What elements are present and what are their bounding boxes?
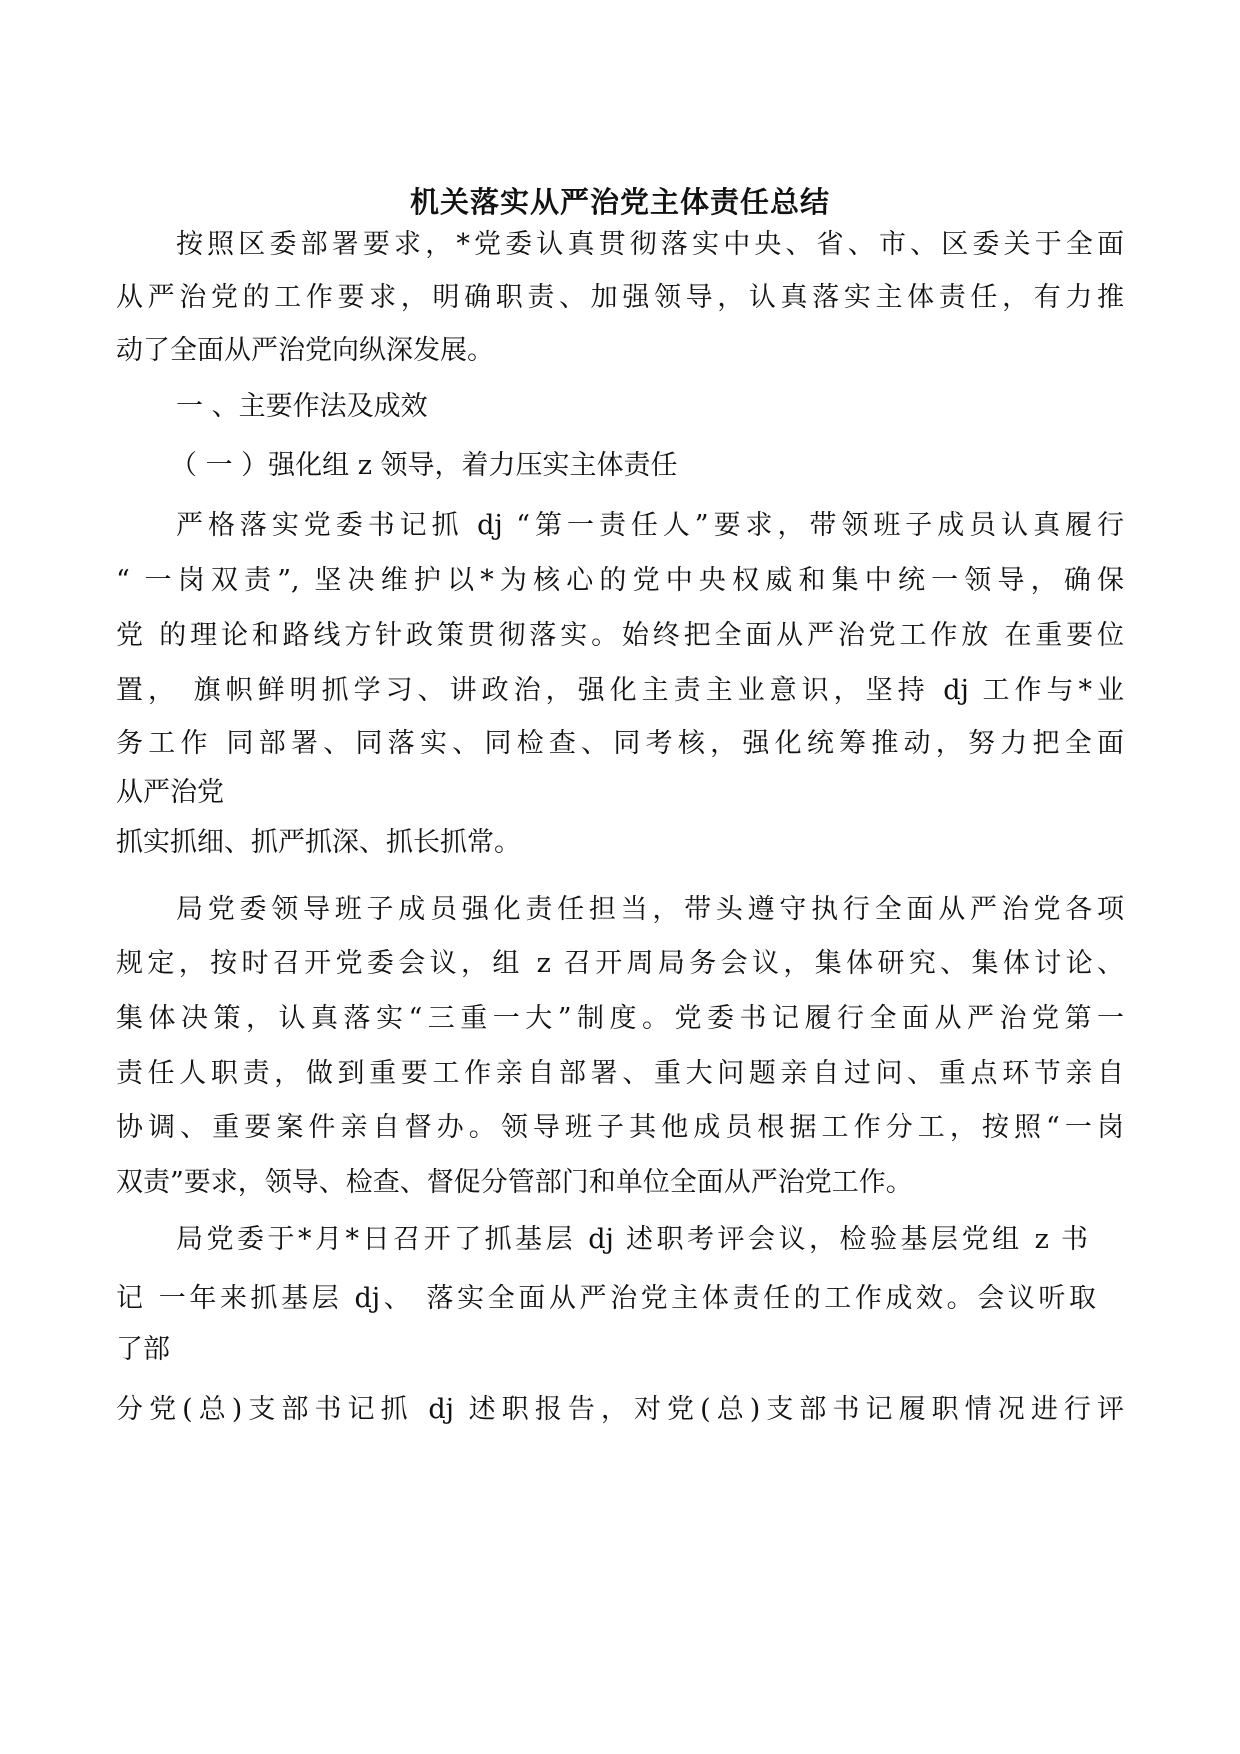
paragraph-line: 党 的理论和路线方针政策贯彻落实。始终把全面从严治党工作放 在重要位 (116, 620, 1124, 651)
section-heading: 一 、主要作法及成效 (176, 391, 428, 422)
paragraph-line: 了部 (116, 1334, 170, 1365)
paragraph-line: 双责”要求，领导、检查、督促分管部门和单位全面从严治党工作。 (116, 1167, 913, 1198)
paragraph-line: 记 一年来抓基层 dj、 落实全面从严治党主体责任的工作成效。会议听取 (116, 1283, 1096, 1314)
document-title: 机关落实从严治党主体责任总结 (409, 185, 830, 219)
paragraph-line: 按照区委部署要求，*党委认真贯彻落实中央、省、市、区委关于全面 (176, 229, 1124, 260)
paragraph-line: 动了全面从严治党向纵深发展。 (116, 335, 494, 366)
paragraph-line: “ 一岗双责”, 坚决维护以*为核心的党中央权威和集中统一领导，确保 (116, 565, 1124, 596)
paragraph-line: 局党委领导班子成员强化责任担当，带头遵守执行全面从严治党各项 (176, 894, 1124, 925)
subsection-heading: （ 一 ）强化组 z 领导，着力压实主体责任 (170, 450, 678, 481)
paragraph-line: 责任人职责，做到重要工作亲自部署、重大问题亲自过问、重点环节亲自 (116, 1058, 1124, 1089)
paragraph-line: 抓实抓细、抓严抓深、抓长抓常。 (116, 827, 521, 858)
paragraph-line: 严格落实党委书记抓 dj “第一责任人”要求，带领班子成员认真履行 (176, 510, 1124, 541)
paragraph-line: 集体决策，认真落实“三重一大”制度。党委书记履行全面从严治党第一 (116, 1003, 1124, 1034)
paragraph-line: 置， 旗帜鲜明抓学习、讲政治，强化主责主业意识，坚持 dj 工作与*业 (116, 675, 1124, 706)
paragraph-line: 从严治党 (116, 777, 224, 808)
paragraph-line: 协调、重要案件亲自督办。领导班子其他成员根据工作分工，按照“一岗 (116, 1112, 1124, 1143)
paragraph-line: 分党(总)支部书记抓 dj 述职报告，对党(总)支部书记履职情况进行评 (116, 1394, 1124, 1425)
paragraph-line: 规定，按时召开党委会议，组 z 召开周局务会议，集体研究、集体讨论、 (116, 948, 1124, 979)
paragraph-line: 局党委于*月*日召开了抓基层 dj 述职考评会议，检验基层党组 z 书 (176, 1224, 1088, 1255)
paragraph-line: 从严治党的工作要求，明确职责、加强领导，认真落实主体责任，有力推 (116, 282, 1124, 313)
paragraph-line: 务工作 同部署、同落实、同检查、同考核，强化统筹推动，努力把全面 (116, 728, 1124, 759)
